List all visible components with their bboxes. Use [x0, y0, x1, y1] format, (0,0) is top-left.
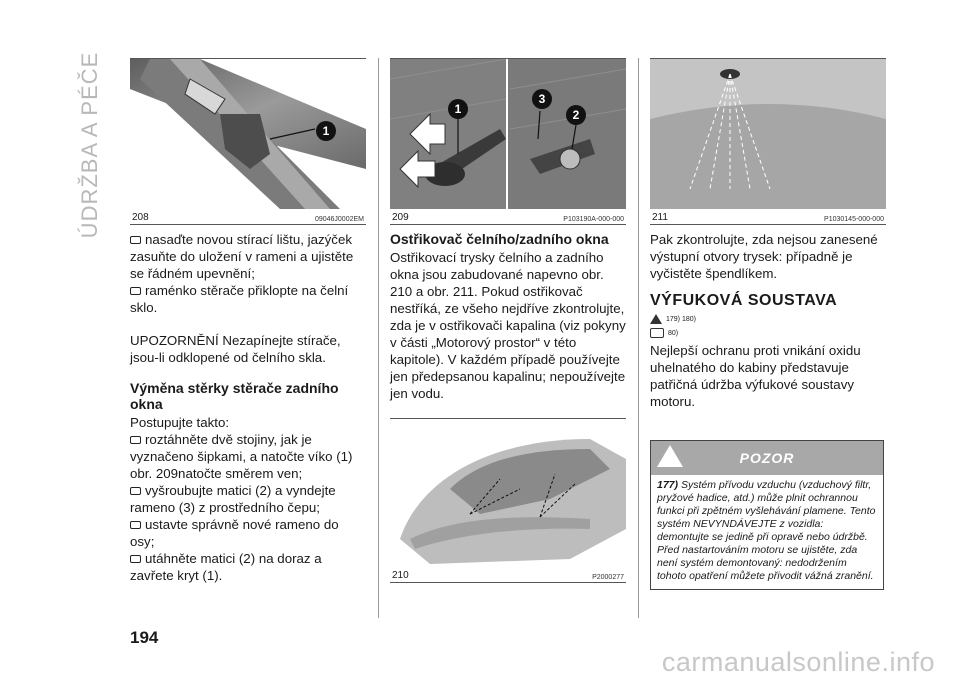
figure-caption — [650, 209, 886, 225]
note-references: 80) — [650, 328, 886, 338]
bullet-item: raménko stěrače přiklopte na čelní sklo. — [130, 283, 349, 315]
body-text: Nejlepší ochranu proti vnikání oxidu uhelnatého do kabiny představuje patřičná údržba výfukové soustavy motoru. — [650, 343, 861, 409]
car-bullet-icon — [130, 555, 141, 563]
callout-1: 1 — [448, 99, 468, 119]
car-bullet-icon — [130, 236, 141, 244]
figure-211 — [650, 58, 886, 209]
figure-caption — [390, 567, 626, 583]
column-divider — [378, 58, 379, 618]
bullet-item: roztáhněte dvě stojiny, jak je vyznačeno šipkami, a natočte víko (1) obr. 209natočte směrem ven; — [130, 432, 353, 481]
car-washer-spray-illustration — [390, 419, 626, 567]
note-text: UPOZORNĚNÍ Nezapínejte stírače, jsou-li odklopené od čelního skla. — [130, 333, 341, 365]
figure-code: 09046J0002EM — [314, 216, 364, 223]
figure-caption — [390, 209, 626, 225]
section-heading: Výměna stěrky stěrače zadního okna — [130, 380, 339, 412]
section-heading: VÝFUKOVÁ SOUSTAVA — [650, 292, 838, 309]
car-bullet-icon — [130, 487, 141, 495]
column-1 — [130, 58, 366, 584]
warning-title: POZOR — [739, 450, 795, 466]
intro-text: Postupujte takto: — [130, 415, 230, 430]
warning-ref: 177) — [657, 479, 679, 491]
figure-210 — [390, 418, 626, 567]
car-bullet-icon — [130, 436, 141, 444]
watermark: carmanualsonline.info — [661, 647, 935, 677]
figure-caption — [130, 209, 366, 225]
car-bullet-icon — [130, 287, 141, 295]
bullet-item: vyšroubujte matici (2) a vyndejte rameno (3) z prostředního čepu; — [130, 483, 336, 515]
warning-header — [651, 441, 883, 475]
figure-code: P103190A-000-000 — [563, 216, 624, 223]
page-number: 194 — [130, 628, 159, 647]
column-divider — [638, 58, 639, 618]
figure-code: P1030145-000-000 — [824, 216, 884, 223]
callout-1: 1 — [316, 121, 336, 141]
column-3 — [650, 58, 886, 590]
bullet-item: nasaďte novou stírací lištu, jazýček zasuňte do uložení v rameni a ujistěte se řádném upevnění; — [130, 232, 354, 281]
callout-2: 2 — [566, 105, 586, 125]
section-heading: Ostřikovač čelního/zadního okna — [390, 231, 609, 247]
car-bullet-icon — [130, 521, 141, 529]
warning-body — [651, 475, 883, 589]
column-2 — [390, 58, 626, 589]
figure-number: 208 — [132, 212, 149, 223]
warning-box — [650, 440, 884, 590]
figure-number: 209 — [392, 212, 409, 223]
figure-209 — [390, 58, 626, 209]
section-side-title: ÚDRŽBA A PÉČE — [77, 51, 102, 239]
washer-nozzle-illustration — [650, 59, 886, 209]
body-text: Ostřikovací trysky čelního a zadního okna jsou zabudované napevno obr. 210 a obr. 211. Pokud ostřikovač nestříká, ze všeho nejdříve zkontrolujte, zda je v ostřikovači kapalina (viz pokyny v části „Motorový prostor“ v této kapitole). V každém případě používejte jen předepsanou kapalinu; nepoužívejte jen vodu. — [390, 250, 626, 401]
warning-references: 179) 180) — [650, 314, 886, 324]
bullet-item: ustavte správně nové rameno do osy; — [130, 517, 339, 549]
warning-triangle-icon — [650, 314, 662, 324]
figure-208 — [130, 58, 366, 209]
callout-3: 3 — [532, 89, 552, 109]
bullet-item: utáhněte matici (2) na doraz a zavřete kryt (1). — [130, 551, 322, 583]
figure-code: P2000277 — [592, 574, 624, 581]
figure-number: 211 — [652, 212, 668, 223]
warning-text: Systém přívodu vzduchu (vzduchový filtr, pryžové hadice, atd.) může plnit ochrannou funkci při zpětném vyšlehávání plamene. Tento systém NEVYNDÁVEJTE z vozidla: demontujte se jedině při opravě nebo údržbě. Před nastartováním motoru se ujistěte, zda není systém demontovaný: nedodržením tohoto opatření můžete přivodit vážná zranění. — [657, 479, 876, 582]
hand-icon — [650, 328, 664, 338]
figure-number: 210 — [392, 570, 409, 581]
body-text: Pak zkontrolujte, zda nejsou zanesené výstupní otvory trysek: případně je vyčistěte špendlíkem. — [650, 232, 878, 281]
rear-wiper-illustration — [390, 59, 626, 209]
